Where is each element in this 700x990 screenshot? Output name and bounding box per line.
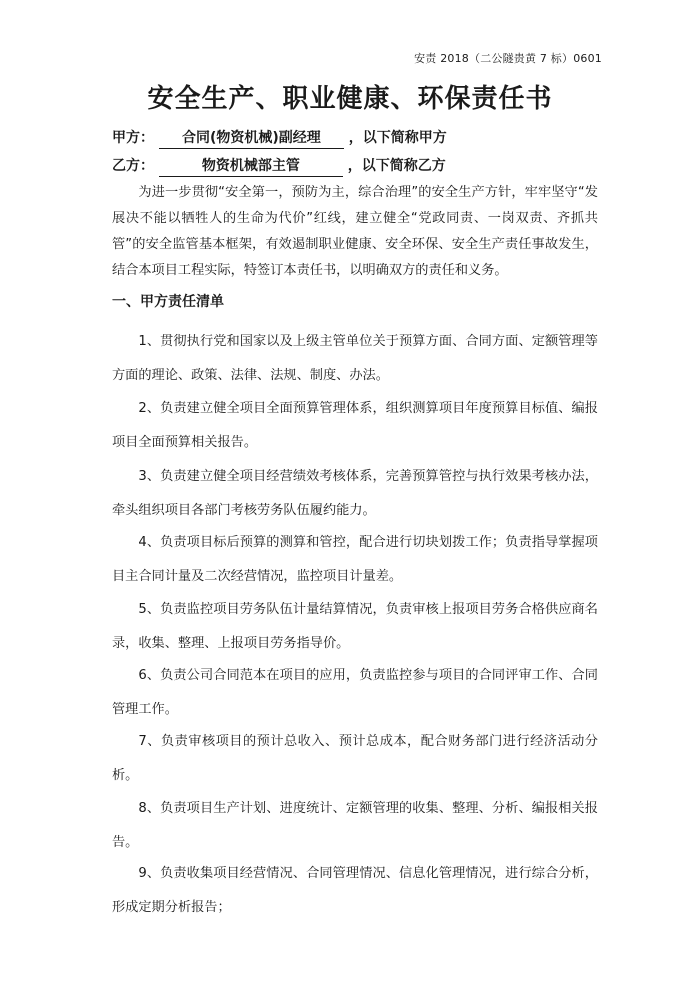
- responsibility-item: 9、负责收集项目经营情况、合同管理情况、信息化管理情况，进行综合分析，形成定期分析报告；: [112, 866, 598, 915]
- party-a-value: 合同(物资机械)副经理: [159, 127, 344, 149]
- document-code: 安责 2018（二公隧贵黄 7 标）0601: [414, 52, 602, 65]
- party-b-value: 物资机械部主管: [159, 155, 343, 177]
- responsibility-item: 6、负责公司合同范本在项目的应用，负责监控参与项目的合同评审工作、合同管理工作。: [112, 668, 598, 717]
- responsibility-item: 3、负责建立健全项目经营绩效考核体系，完善预算管控与执行效果考核办法，牵头组织项目各部门考核劳务队伍履约能力。: [112, 469, 598, 518]
- responsibility-item: 2、负责建立健全项目全面预算管理体系，组织测算项目年度预算目标值、编报项目全面预算相关报告。: [112, 401, 598, 450]
- page-title: 安全生产、职业健康、环保责任书: [147, 84, 553, 114]
- responsibility-item: 8、负责项目生产计划、进度统计、定额管理的收集、整理、分析、编报相关报告。: [112, 801, 598, 850]
- responsibility-item: 4、负责项目标后预算的测算和管控，配合进行切块划拨工作；负责指导掌握项目主合同计量及二次经营情况，监控项目计量差。: [112, 535, 598, 584]
- party-a-suffix: ，以下简称甲方: [348, 130, 447, 146]
- party-a-line: [112, 127, 447, 149]
- party-b-line: [112, 155, 446, 177]
- responsibility-item: 5、负责监控项目劳务队伍计量结算情况，负责审核上报项目劳务合格供应商名录，收集、整理、上报项目劳务指导价。: [112, 602, 598, 651]
- party-a-label: 甲方：: [112, 130, 154, 146]
- intro-paragraph: 为进一步贯彻“安全第一，预防为主，综合治理”的安全生产方针，牢牢坚守“发展决不能以牺牲人的生命为代价”红线，建立健全“党政同责、一岗双责、齐抓共管”的安全监管基本框架，有效遏制职业健康、安全环保、安全生产责任事故发生，结合本项目工程实际，特签订本责任书，以明确双方的责任和义务。: [112, 185, 598, 278]
- section-heading-party-a: 一、甲方责任清单: [112, 294, 224, 310]
- party-b-label: 乙方：: [112, 158, 154, 174]
- responsibility-item: 7、负责审核项目的预计总收入、预计总成本，配合财务部门进行经济活动分析。: [112, 734, 598, 783]
- party-b-suffix: ，以下简称乙方: [347, 158, 446, 174]
- responsibility-item: 1、贯彻执行党和国家以及上级主管单位关于预算方面、合同方面、定额管理等方面的理论、政策、法律、法规、制度、办法。: [112, 334, 598, 383]
